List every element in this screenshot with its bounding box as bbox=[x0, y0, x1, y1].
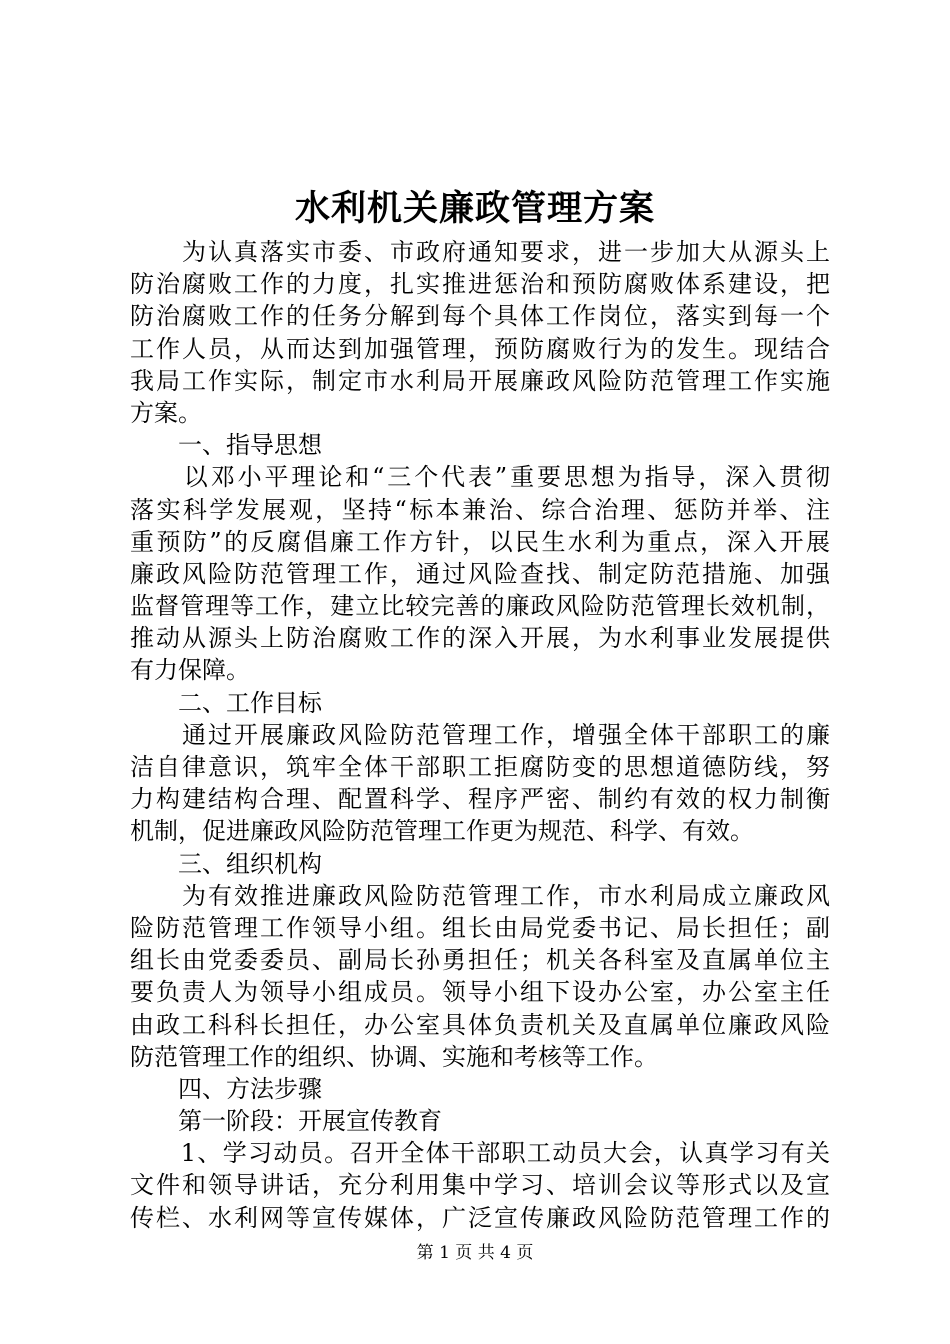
body-line: 二、工作目标 bbox=[130, 688, 322, 717]
body-line: 组长由党委委员、副局长孙勇担任；机关各科室及直属单位主 bbox=[130, 946, 830, 975]
body-line: 1、学习动员。召开全体干部职工动员大会，认真学习有关 bbox=[130, 1139, 830, 1168]
document-body bbox=[130, 236, 830, 1234]
body-line: 防范管理工作的组织、协调、实施和考核等工作。 bbox=[130, 1042, 658, 1071]
document-title: 水利机关廉政管理方案 bbox=[294, 188, 655, 229]
body-line: 三、组织机构 bbox=[130, 849, 322, 878]
body-line: 为认真落实市委、市政府通知要求，进一步加大从源头上 bbox=[130, 238, 830, 266]
body-line: 我局工作实际，制定市水利局开展廉政风险防范管理工作实施 bbox=[130, 366, 830, 395]
body-line: 以邓小平理论和“三个代表”重要思想为指导，深入贯彻 bbox=[130, 463, 830, 492]
body-line: 洁自律意识，筑牢全体干部职工拒腐防变的思想道德防线，努 bbox=[130, 753, 830, 781]
body-line: 机制，促进廉政风险防范管理工作更为规范、科学、有效。 bbox=[130, 817, 754, 846]
body-line: 四、方法步骤 bbox=[130, 1074, 322, 1103]
body-line: 通过开展廉政风险防范管理工作，增强全体干部职工的廉 bbox=[130, 720, 830, 749]
body-line: 由政工科科长担任，办公室具体负责机关及直属单位廉政风险 bbox=[130, 1010, 830, 1039]
body-line: 落实科学发展观，坚持“标本兼治、综合治理、惩防并举、注 bbox=[130, 495, 830, 524]
body-line: 防治腐败工作的力度，扎实推进惩治和预防腐败体系建设，把 bbox=[130, 270, 830, 299]
body-line: 力构建结构合理、配置科学、程序严密、制约有效的权力制衡 bbox=[130, 785, 830, 814]
body-line: 防治腐败工作的任务分解到每个具体工作岗位，落实到每一个 bbox=[130, 302, 830, 331]
page-footer: 第 1 页 共 4 页 bbox=[416, 1243, 534, 1263]
body-line: 第一阶段：开展宣传教育 bbox=[130, 1107, 442, 1136]
body-line: 要负责人为领导小组成员。领导小组下设办公室，办公室主任 bbox=[130, 978, 830, 1007]
body-line: 一、指导思想 bbox=[130, 431, 322, 460]
body-line: 廉政风险防范管理工作，通过风险查找、制定防范措施、加强 bbox=[130, 559, 830, 588]
body-line: 方案。 bbox=[130, 398, 202, 427]
body-line: 工作人员，从而达到加强管理，预防腐败行为的发生。现结合 bbox=[130, 334, 830, 363]
body-line: 险防范管理工作领导小组。组长由局党委书记、局长担任；副 bbox=[130, 913, 830, 942]
body-line: 文件和领导讲话，充分利用集中学习、培训会议等形式以及宣 bbox=[130, 1171, 830, 1200]
body-line: 为有效推进廉政风险防范管理工作，市水利局成立廉政风 bbox=[130, 881, 830, 910]
body-line: 推动从源头上防治腐败工作的深入开展，为水利事业发展提供 bbox=[130, 624, 830, 653]
body-line: 监督管理等工作，建立比较完善的廉政风险防范管理长效机制， bbox=[130, 592, 830, 621]
body-line: 有力保障。 bbox=[130, 656, 250, 685]
body-line: 重预防”的反腐倡廉工作方针，以民生水利为重点，深入开展 bbox=[130, 527, 830, 556]
body-line: 传栏、水利网等宣传媒体，广泛宣传廉政风险防范管理工作的 bbox=[130, 1203, 830, 1232]
